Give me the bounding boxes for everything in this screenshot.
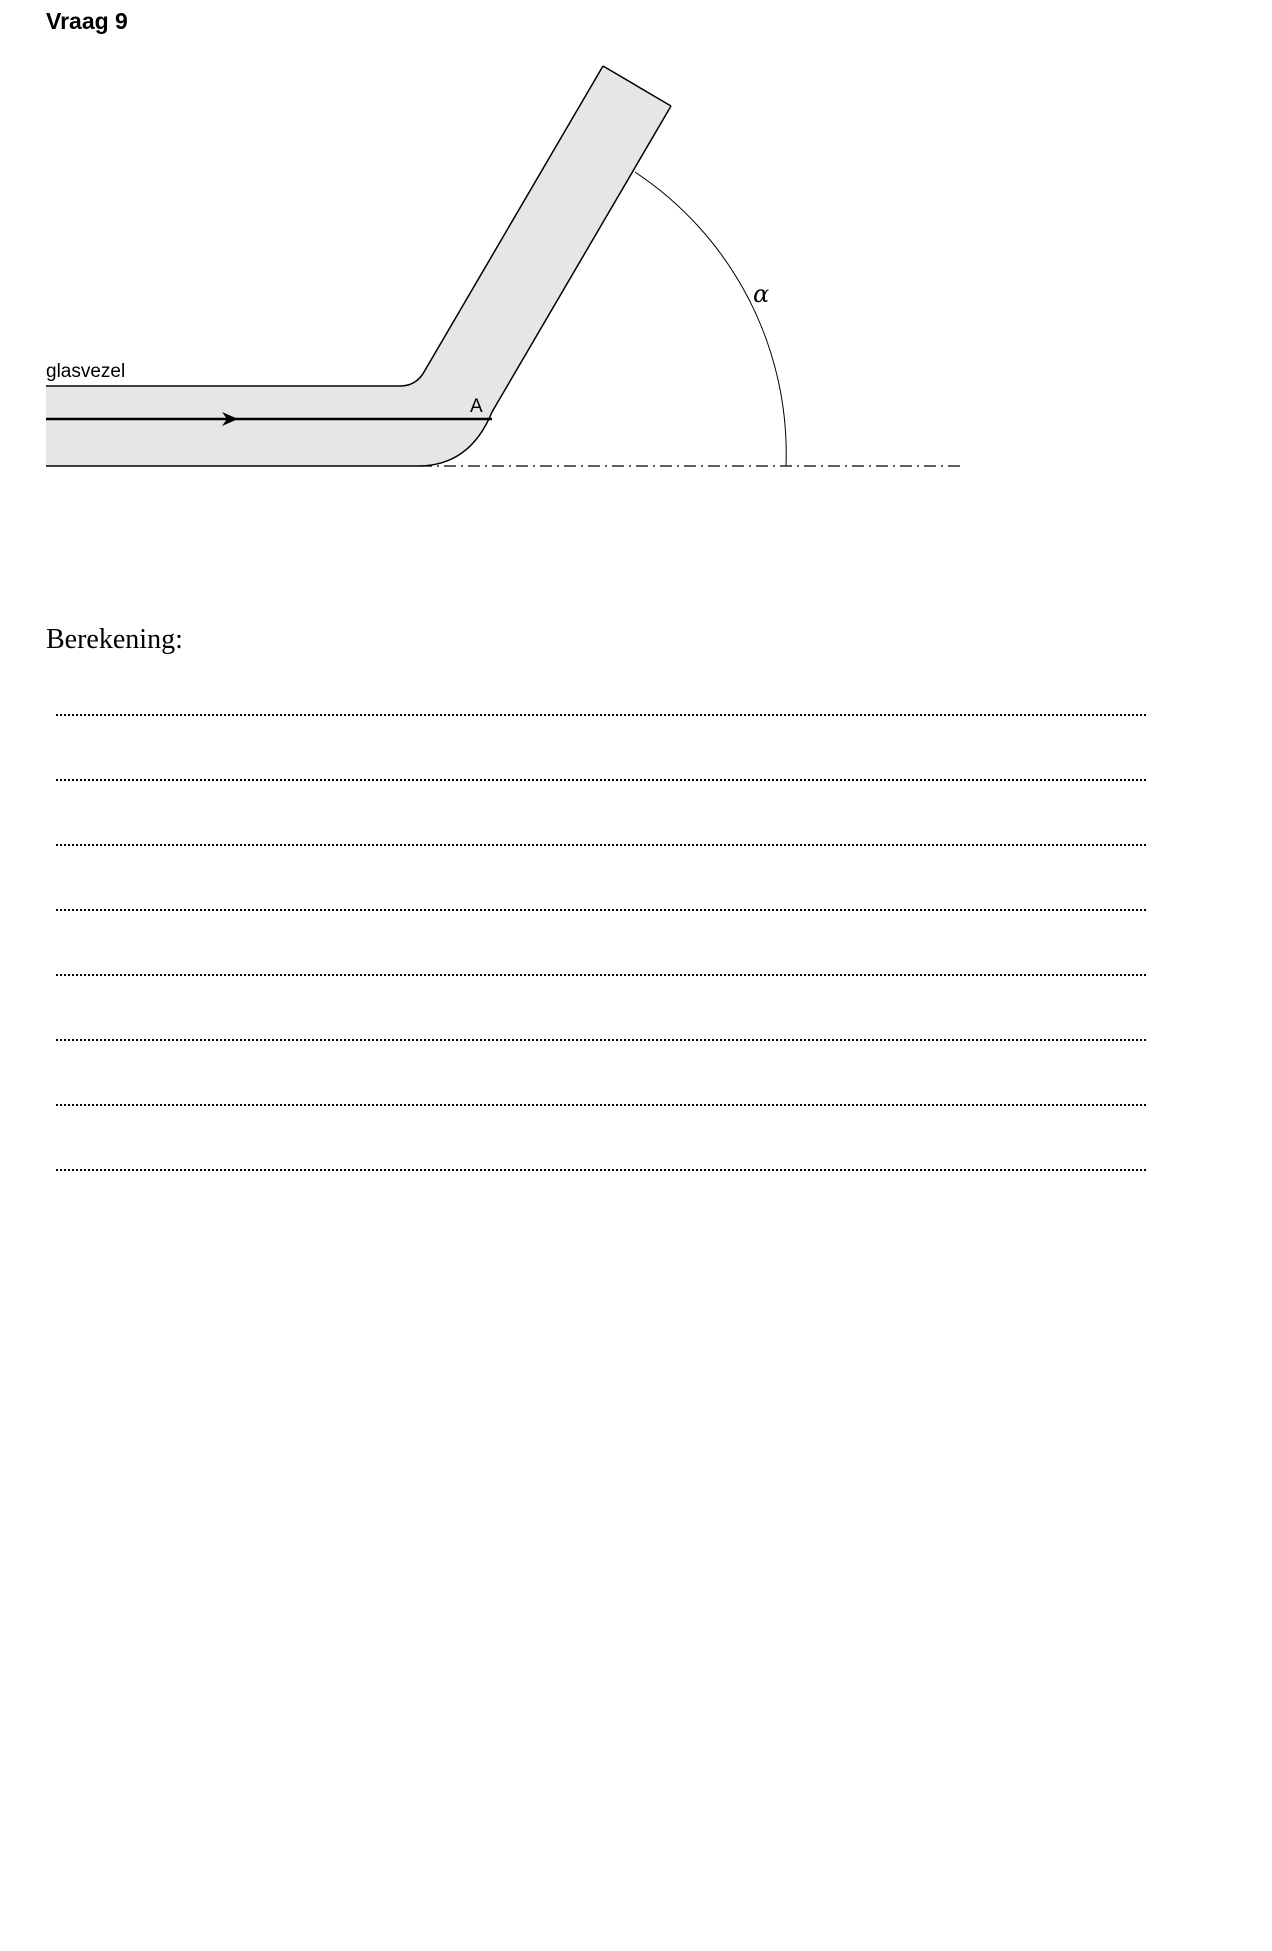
question-title: Vraag 9 [46,8,128,34]
answer-line[interactable] [56,1041,1146,1106]
answer-line[interactable] [56,781,1146,846]
answer-line[interactable] [56,911,1146,976]
angle-alpha-label: α [753,280,770,308]
answer-lines [56,714,1146,1171]
answer-line[interactable] [56,846,1146,911]
answer-line[interactable] [56,716,1146,781]
point-a-label: A [470,396,483,417]
angle-arc [635,172,786,466]
answer-line[interactable] [56,976,1146,1041]
glass-fiber-diagram [0,0,1272,520]
answer-line[interactable] [56,1106,1146,1171]
calculation-label: Berekening: [46,624,183,655]
fiber-label: glasvezel [46,361,126,382]
